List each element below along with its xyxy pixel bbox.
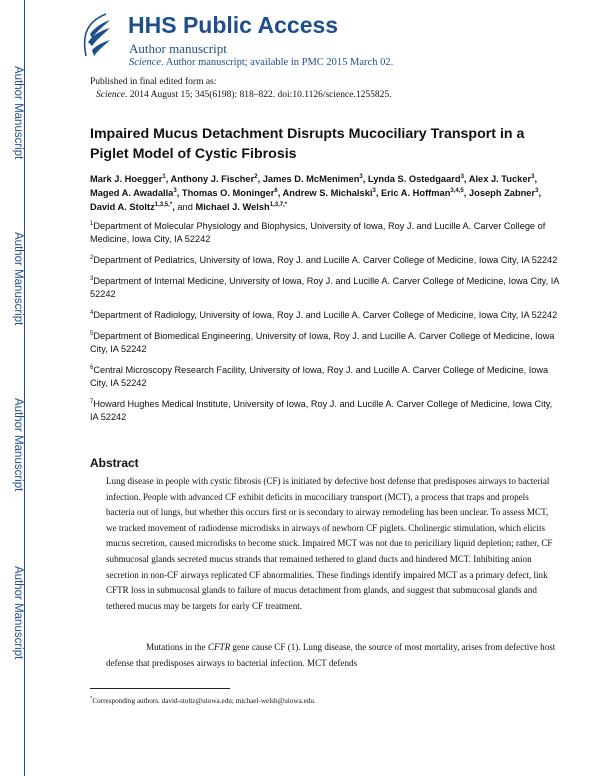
author-affiliation-marker: 2 bbox=[254, 173, 258, 180]
body-paragraph: Mutations in the CFTR gene cause CF (1). Lung disease, the source of most mortality, arises from defective host defense that predisposes airways to bacterial infection. MCT defends bbox=[106, 642, 556, 668]
affiliation-number: 7 bbox=[90, 398, 94, 405]
citation: Science. 2014 August 15; 345(6198): 818–822. doi:10.1126/science.1255825. bbox=[96, 90, 392, 100]
author-affiliation-marker: 1 bbox=[162, 173, 166, 180]
published-label: Published in final edited form as: bbox=[90, 77, 217, 87]
affiliation-item bbox=[90, 330, 560, 356]
author-name: Andrew S. Michalski$^3$ bbox=[282, 187, 376, 198]
author-name: James D. McMenimen$^3$ bbox=[262, 173, 363, 184]
affiliation-item bbox=[90, 364, 560, 390]
author-name: David A. Stoltz$^{1,3,5,*}$ bbox=[90, 201, 173, 212]
affiliation-text: Howard Hughes Medical Institute, University of Iowa, Roy J. and Lucille A. Carver College of Medicine, Iowa City, IA 52242 bbox=[90, 399, 553, 422]
abstract-heading: Abstract bbox=[90, 456, 139, 470]
footnote-divider bbox=[90, 688, 230, 689]
affiliation-item bbox=[90, 275, 560, 301]
hhs-eagle-logo-icon bbox=[76, 12, 112, 60]
affiliation-list bbox=[90, 220, 560, 432]
author-name: Lynda S. Ostedgaard$^3$ bbox=[367, 173, 464, 184]
publication-info bbox=[90, 76, 391, 102]
author-affiliation-marker: 1,3,7,* bbox=[269, 201, 288, 208]
affiliation-number: 1 bbox=[90, 220, 94, 227]
affiliation-item bbox=[90, 398, 560, 424]
author-name: Eric A. Hoffman$^{3,4,5}$ bbox=[380, 187, 464, 198]
affiliation-number: 2 bbox=[90, 254, 94, 261]
author-affiliation-marker: 3 bbox=[535, 187, 539, 194]
affiliation-text: Department of Pediatrics, University of Iowa, Roy J. and Lucille A. Carver College of Medicine, Iowa City, IA 52242 bbox=[93, 255, 558, 265]
author-name: Alex J. Tucker$^3$ bbox=[468, 173, 535, 184]
affiliation-text: Department of Radiology, University of Iowa, Roy J. and Lucille A. Carver College of Medicine, Iowa City, IA 52242 bbox=[93, 310, 558, 320]
author-affiliation-marker: 3,4,5 bbox=[450, 187, 464, 194]
affiliation-number: 4 bbox=[90, 309, 94, 316]
sidebar-label-1: Author Manuscript bbox=[12, 66, 24, 160]
authors-and: and bbox=[177, 202, 193, 212]
affiliation-item bbox=[90, 220, 560, 246]
author-name: Joseph Zabner$^3$ bbox=[468, 187, 539, 198]
author-affiliation-marker: 3 bbox=[460, 173, 464, 180]
corresponding-author-footnote: *Corresponding authors. david-stoltz@uiowa.edu; michael-welsh@uiowa.edu. bbox=[90, 696, 316, 705]
author-affiliation-marker: 3 bbox=[359, 173, 363, 180]
affiliation-number: 5 bbox=[90, 330, 94, 337]
affiliation-number: 6 bbox=[90, 364, 94, 371]
author-affiliation-marker: 3 bbox=[372, 187, 376, 194]
sidebar-divider bbox=[24, 0, 25, 776]
author-affiliation-marker: 6 bbox=[274, 187, 278, 194]
affiliation-text: Department of Internal Medicine, University of Iowa, Roy J. and Lucille A. Carver College of Medicine, Iowa City, IA 52242 bbox=[90, 276, 559, 299]
affiliation-number: 3 bbox=[90, 275, 94, 282]
author-name: Maged A. Awadalla$^3$ bbox=[90, 187, 177, 198]
affiliation-text: Department of Molecular Physiology and Biophysics, University of Iowa, Roy J. and Lucille A. Carver College of Medicine, Iowa City, IA 52242 bbox=[90, 221, 546, 244]
author-manuscript-label: Author manuscript bbox=[129, 41, 227, 56]
sidebar-label-4: Author Manuscript bbox=[12, 566, 24, 660]
author-list: Mark J. Hoegger$^1$, Anthony J. Fischer$^2$, James D. McMenimen$^3$, Lynda S. Ostedgaard$^3$, Alex J. Tucker$^3$, Maged A. Awadalla$^3$, Thomas O. Moninger$^6$, Andrew S. Michalski$^3$, Eric A. Hoffman$^{3,4,5}$, Joseph Zabner$^3$, David A. Stoltz$^{1,3,5,*}$, and Michael J. Welsh$^{1,3,7,*}$ bbox=[90, 173, 542, 212]
hhs-public-access-title: HHS Public Access bbox=[128, 12, 339, 38]
author-affiliation-marker: 1,3,5,* bbox=[154, 201, 173, 208]
sidebar-label-3: Author Manuscript bbox=[12, 398, 24, 492]
affiliation-text: Department of Biomedical Engineering, University of Iowa, Roy J. and Lucille A. Carver College of Medicine, Iowa City, IA 52242 bbox=[90, 331, 555, 354]
author-name: Thomas O. Moninger$^6$ bbox=[181, 187, 278, 198]
affiliation-item bbox=[90, 254, 560, 267]
author-affiliation-marker: 3 bbox=[173, 187, 177, 194]
author-affiliation-marker: 3 bbox=[531, 173, 535, 180]
affiliation-item bbox=[90, 309, 560, 322]
author-name: Mark J. Hoegger$^1$ bbox=[90, 173, 166, 184]
sidebar-label-2: Author Manuscript bbox=[12, 232, 24, 326]
availability-line: Science. Author manuscript; available in PMC 2015 March 02. bbox=[129, 57, 394, 68]
affiliation-text: Central Microscopy Research Facility, University of Iowa, Roy J. and Lucille A. Carver College of Medicine, Iowa City, IA 52242 bbox=[90, 365, 549, 388]
author-name: Anthony J. Fischer$^2$ bbox=[170, 173, 258, 184]
abstract-text: Lung disease in people with cystic fibrosis (CF) is initiated by defective host defense that predisposes airways to bacterial infection. People with advanced CF exhibit deficits in mucociliary transport (MCT), a process that traps and propels bacteria out of lungs, but whether this occurs first or is secondary to airway remodeling has been unclear. To assess MCT, we tracked movement of radiodense microdisks in airways of newborn CF piglets. Cholinergic stimulation, which elicits mucus secretion, caused microdisks to become stuck. Impaired MCT was not due to periciliary liquid depletion; rather, CF submucosal glands secreted mucus strands that remained tethered to gland ducts and hindered MCT. Inhibiting anion secretion in non-CF airways replicated CF abnormalities. These findings identify impaired MCT as a primary defect, link CFTR loss in submucosal glands to failure of mucus detachment from glands, and suggest that submucosal glands and tethered mucus may be targets for early CF treatment. bbox=[106, 476, 553, 611]
author-name: Michael J. Welsh$^{1,3,7,*}$ bbox=[195, 201, 288, 212]
article-title: Impaired Mucus Detachment Disrupts Mucociliary Transport in a Piglet Model of Cystic Fibrosis bbox=[90, 126, 525, 162]
